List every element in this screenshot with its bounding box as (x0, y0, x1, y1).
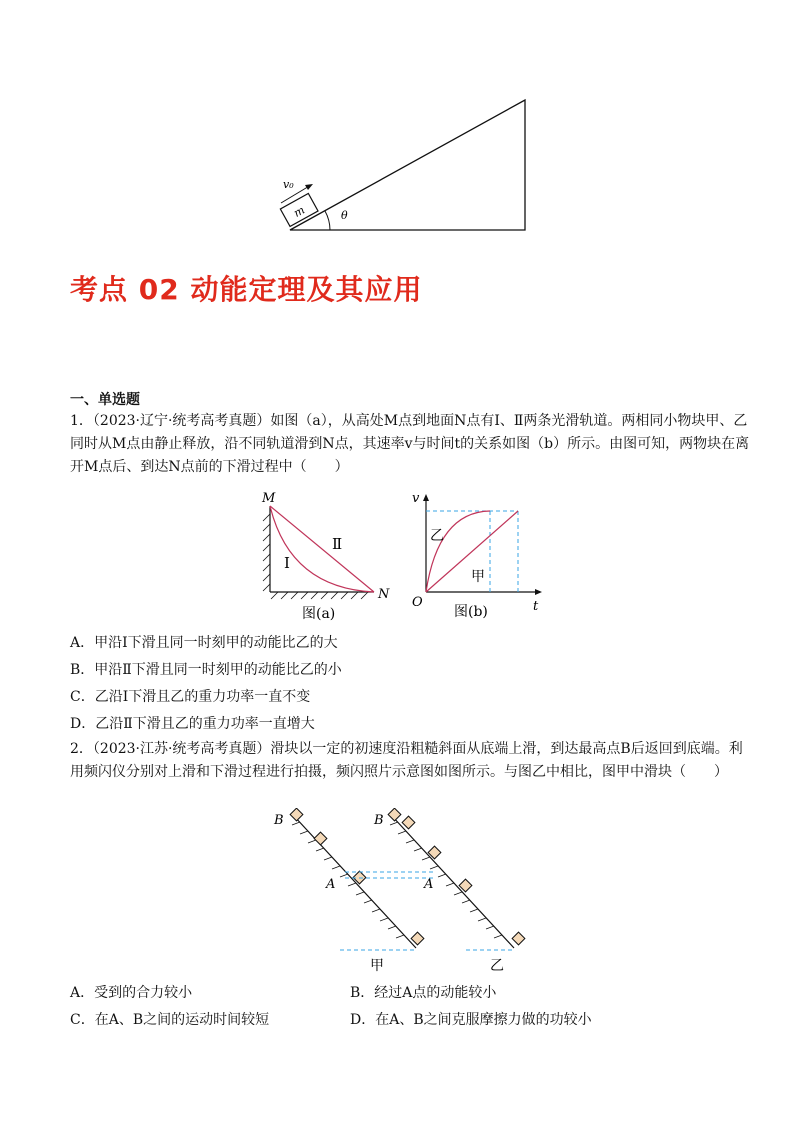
q1-option-b[interactable]: B．甲沿Ⅱ下滑且同一时刻甲的动能比乙的小 (70, 662, 342, 678)
label-yi: 乙 (490, 958, 504, 974)
label-jia: 甲 (370, 958, 384, 974)
q1-option-c[interactable]: C．乙沿Ⅰ下滑且乙的重力功率一直不变 (70, 689, 311, 705)
q1-figure-b (408, 488, 548, 628)
t-axis-arrow-icon (535, 589, 542, 595)
label-track-2: Ⅱ (332, 535, 343, 553)
v0-label: v₀ (283, 178, 294, 191)
q2-option-b[interactable]: B．经过A点的动能较小 (350, 985, 497, 1001)
label-O: O (412, 595, 423, 610)
incline-triangle (290, 100, 525, 230)
q2-option-c[interactable]: C．在A、B之间的运动时间较短 (70, 1012, 270, 1028)
label-yi: 乙 (430, 528, 444, 544)
theta-label: θ (341, 209, 348, 222)
label-t: t (533, 599, 539, 614)
q2-option-d[interactable]: D．在A、B之间克服摩擦力做的功较小 (350, 1012, 592, 1028)
page-title: 考点 02 动能定理及其应用 (70, 273, 423, 306)
q1-option-d[interactable]: D．乙沿Ⅱ下滑且乙的重力功率一直增大 (70, 716, 315, 732)
label-jia: 甲 (471, 569, 485, 585)
q2-text: 2．（2023·江苏·统考高考真题）滑块以一定的初速度沿粗糙斜面从底端上滑，到达最高点B后返回到底端。利用频闪仪分别对上滑和下滑过程进行拍摄，频闪照片示意图如图所示。与图乙中相比，图甲中滑块（ ） (70, 741, 743, 780)
q2-figure (270, 808, 540, 978)
arrow-head-icon (305, 184, 313, 190)
caption-b: 图(b) (454, 604, 488, 620)
label-track-1: Ⅰ (284, 554, 290, 572)
q2-option-a[interactable]: A．受到的合力较小 (70, 985, 193, 1001)
label-M: M (262, 491, 276, 506)
label-B-right: B (374, 813, 384, 828)
q1-option-a[interactable]: A．甲沿Ⅰ下滑且同一时刻甲的动能比乙的大 (70, 635, 338, 651)
label-B-left: B (274, 813, 284, 828)
angle-arc (325, 211, 330, 230)
incline-figure (275, 95, 535, 235)
caption-a: 图(a) (302, 606, 336, 622)
label-A-right: A (424, 877, 434, 892)
label-v: v (412, 491, 420, 506)
section-heading: 一、单选题 (70, 392, 140, 408)
label-A-left: A (326, 877, 336, 892)
label-N: N (378, 587, 390, 602)
mass-label: m (291, 203, 307, 220)
q1-figure-a (258, 488, 398, 628)
v-axis-arrow-icon (423, 494, 429, 501)
q1-text: 1．（2023·辽宁·统考高考真题）如图（a），从高处M点到地面N点有Ⅰ、Ⅱ两条光滑轨道。两相同小物块甲、乙同时从M点由静止释放，沿不同轨道滑到N点，其速率v与时间t的关系如图（b）所示。由图可知，两物块在离开M点后、到达N点前的下滑过程中（ ） (70, 413, 750, 475)
